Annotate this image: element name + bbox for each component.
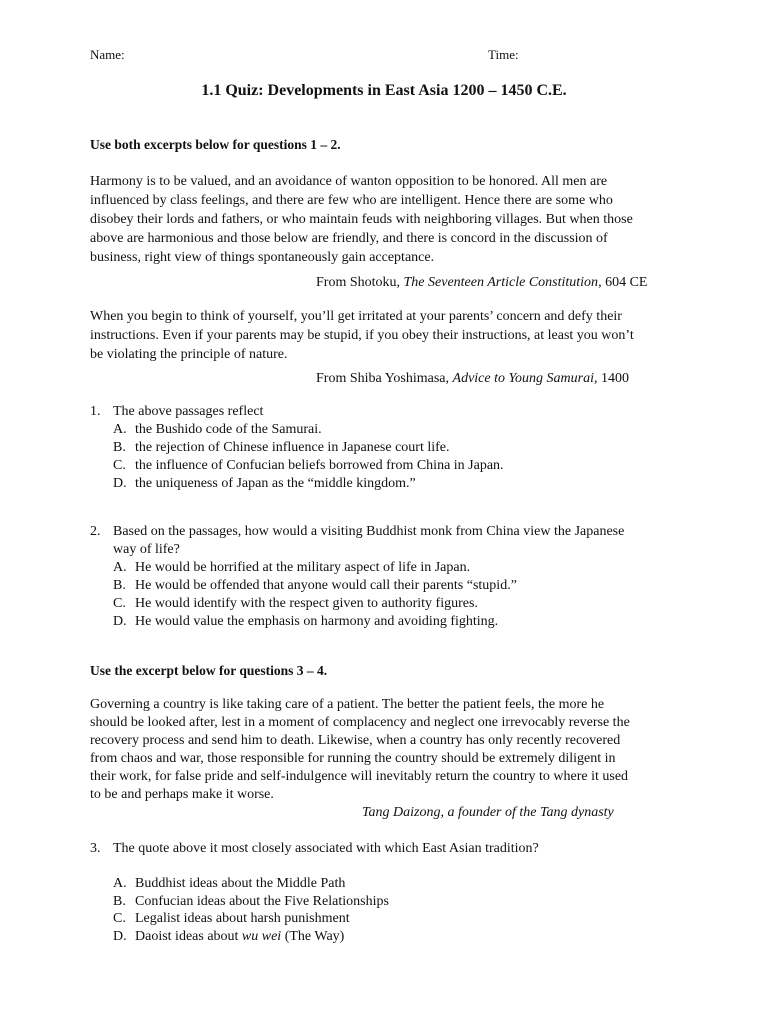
option-text: the Bushido code of the Samurai. bbox=[135, 422, 322, 437]
answer-option[interactable] bbox=[113, 475, 690, 493]
answer-option[interactable] bbox=[113, 439, 690, 457]
answer-option[interactable] bbox=[113, 457, 690, 475]
option-letter: D. bbox=[113, 614, 127, 629]
attribution-suffix: , 1400 bbox=[593, 371, 629, 386]
excerpt-line: should be looked after, lest in a moment of complacency and neglect one irrevocably reverse the bbox=[90, 715, 630, 730]
time-label: Time: bbox=[488, 47, 519, 62]
option-text: the influence of Confucian beliefs borrowed from China in Japan. bbox=[135, 458, 504, 473]
excerpt-tang-daizong bbox=[90, 696, 678, 804]
question-stem: The quote above it most closely associated with which East Asian tradition? bbox=[113, 841, 539, 856]
attribution-suffix: , 604 CE bbox=[598, 275, 648, 290]
section2-instruction: Use the excerpt below for questions 3 – 4. bbox=[90, 663, 328, 678]
excerpt-line: instructions. Even if your parents may be stupid, if you obey their instructions, at least you won’t bbox=[90, 328, 634, 343]
answer-option[interactable] bbox=[113, 893, 673, 911]
option-text-suffix: (The Way) bbox=[281, 928, 345, 944]
answer-option[interactable] bbox=[113, 875, 673, 893]
option-text-italic: wu wei bbox=[241, 928, 282, 944]
name-label: Name: bbox=[90, 47, 125, 62]
question-number: 1. bbox=[90, 404, 101, 419]
attribution-tang-daizong: Tang Daizong, a founder of the Tang dynasty bbox=[362, 805, 614, 820]
question-number: 3. bbox=[90, 841, 101, 856]
answer-option[interactable] bbox=[113, 928, 673, 946]
option-text: the rejection of Chinese influence in Japanese court life. bbox=[135, 440, 450, 455]
option-letter: D. bbox=[113, 476, 127, 491]
answer-option[interactable] bbox=[113, 910, 673, 928]
option-text: Legalist ideas about harsh punishment bbox=[135, 911, 350, 926]
attribution-prefix: From Shiba Yoshimasa, bbox=[316, 371, 453, 386]
excerpt-line: When you begin to think of yourself, you’ll get irritated at your parents’ concern and defy their bbox=[90, 309, 622, 324]
option-letter: B. bbox=[113, 893, 126, 909]
excerpt-yoshimasa bbox=[90, 307, 678, 364]
attribution-yoshimasa bbox=[316, 370, 629, 388]
option-letter: C. bbox=[113, 911, 126, 926]
option-letter: C. bbox=[113, 458, 126, 473]
answer-option[interactable] bbox=[113, 421, 690, 439]
attribution-title: The Seventeen Article Constitution bbox=[403, 275, 599, 290]
option-letter: A. bbox=[113, 422, 127, 437]
attribution-prefix: From Shotoku, bbox=[316, 275, 404, 290]
excerpt-shotoku bbox=[90, 172, 678, 267]
excerpt-line: from chaos and war, those responsible for running the country should be extremely diligent in bbox=[90, 751, 616, 766]
option-text: He would identify with the respect given to authority figures. bbox=[135, 596, 478, 611]
option-letter: A. bbox=[113, 876, 127, 891]
answer-option[interactable] bbox=[113, 559, 690, 577]
option-letter: D. bbox=[113, 928, 127, 944]
option-text bbox=[135, 928, 344, 946]
excerpt-line: above are harmonious and those below are friendly, and there is concord in the discussion of bbox=[90, 231, 608, 246]
option-text-prefix: Daoist ideas about bbox=[135, 928, 242, 944]
question-stem: The above passages reflect bbox=[113, 404, 264, 419]
excerpt-line: their work, for false pride and self-indulgence will inevitably return the country to where it used bbox=[90, 769, 629, 784]
answer-option[interactable] bbox=[113, 577, 690, 595]
question-3 bbox=[90, 840, 690, 858]
answer-option[interactable] bbox=[113, 595, 690, 613]
excerpt-line: be violating the principle of nature. bbox=[90, 347, 288, 362]
option-text: Buddhist ideas about the Middle Path bbox=[135, 876, 346, 891]
option-letter: A. bbox=[113, 560, 127, 575]
option-text: the uniqueness of Japan as the “middle kingdom.” bbox=[135, 476, 416, 491]
attribution-shotoku bbox=[316, 274, 647, 292]
answer-option[interactable] bbox=[113, 613, 690, 631]
option-letter: B. bbox=[113, 440, 126, 455]
excerpt-line: business, right view of things spontaneously gain acceptance. bbox=[90, 250, 435, 265]
excerpt-line: to be and perhaps make it worse. bbox=[90, 787, 274, 802]
question-stem-line: way of life? bbox=[113, 542, 180, 557]
attribution-title: Advice to Young Samurai bbox=[452, 371, 594, 386]
question-3-options bbox=[113, 875, 673, 945]
question-stem-line: Based on the passages, how would a visiting Buddhist monk from China view the Japanese bbox=[113, 524, 625, 539]
question-stem bbox=[113, 523, 690, 559]
option-letter: C. bbox=[113, 596, 126, 611]
section1-instruction: Use both excerpts below for questions 1 – 2. bbox=[90, 137, 341, 152]
page-title: 1.1 Quiz: Developments in East Asia 1200 – 1450 C.E. bbox=[201, 82, 567, 99]
question-1 bbox=[90, 403, 690, 493]
question-2 bbox=[90, 523, 690, 631]
excerpt-line: influenced by class feelings, and there are few who are intelligent. Hence there are some who bbox=[90, 193, 613, 208]
option-text: He would be horrified at the military aspect of life in Japan. bbox=[135, 560, 471, 575]
question-number: 2. bbox=[90, 524, 101, 539]
option-text: Confucian ideas about the Five Relationships bbox=[135, 893, 389, 909]
option-letter: B. bbox=[113, 578, 126, 593]
excerpt-line: Governing a country is like taking care of a patient. The better the patient feels, the more he bbox=[90, 697, 605, 712]
excerpt-line: recovery process and send him to death. Likewise, when a country has only recently recovered bbox=[90, 733, 621, 748]
excerpt-line: Harmony is to be valued, and an avoidance of wanton opposition to be honored. All men are bbox=[90, 174, 608, 189]
option-text: He would be offended that anyone would call their parents “stupid.” bbox=[135, 578, 517, 593]
excerpt-line: disobey their lords and fathers, or who maintain feuds with neighboring villages. But when those bbox=[90, 212, 633, 227]
option-text: He would value the emphasis on harmony and avoiding fighting. bbox=[135, 614, 499, 629]
